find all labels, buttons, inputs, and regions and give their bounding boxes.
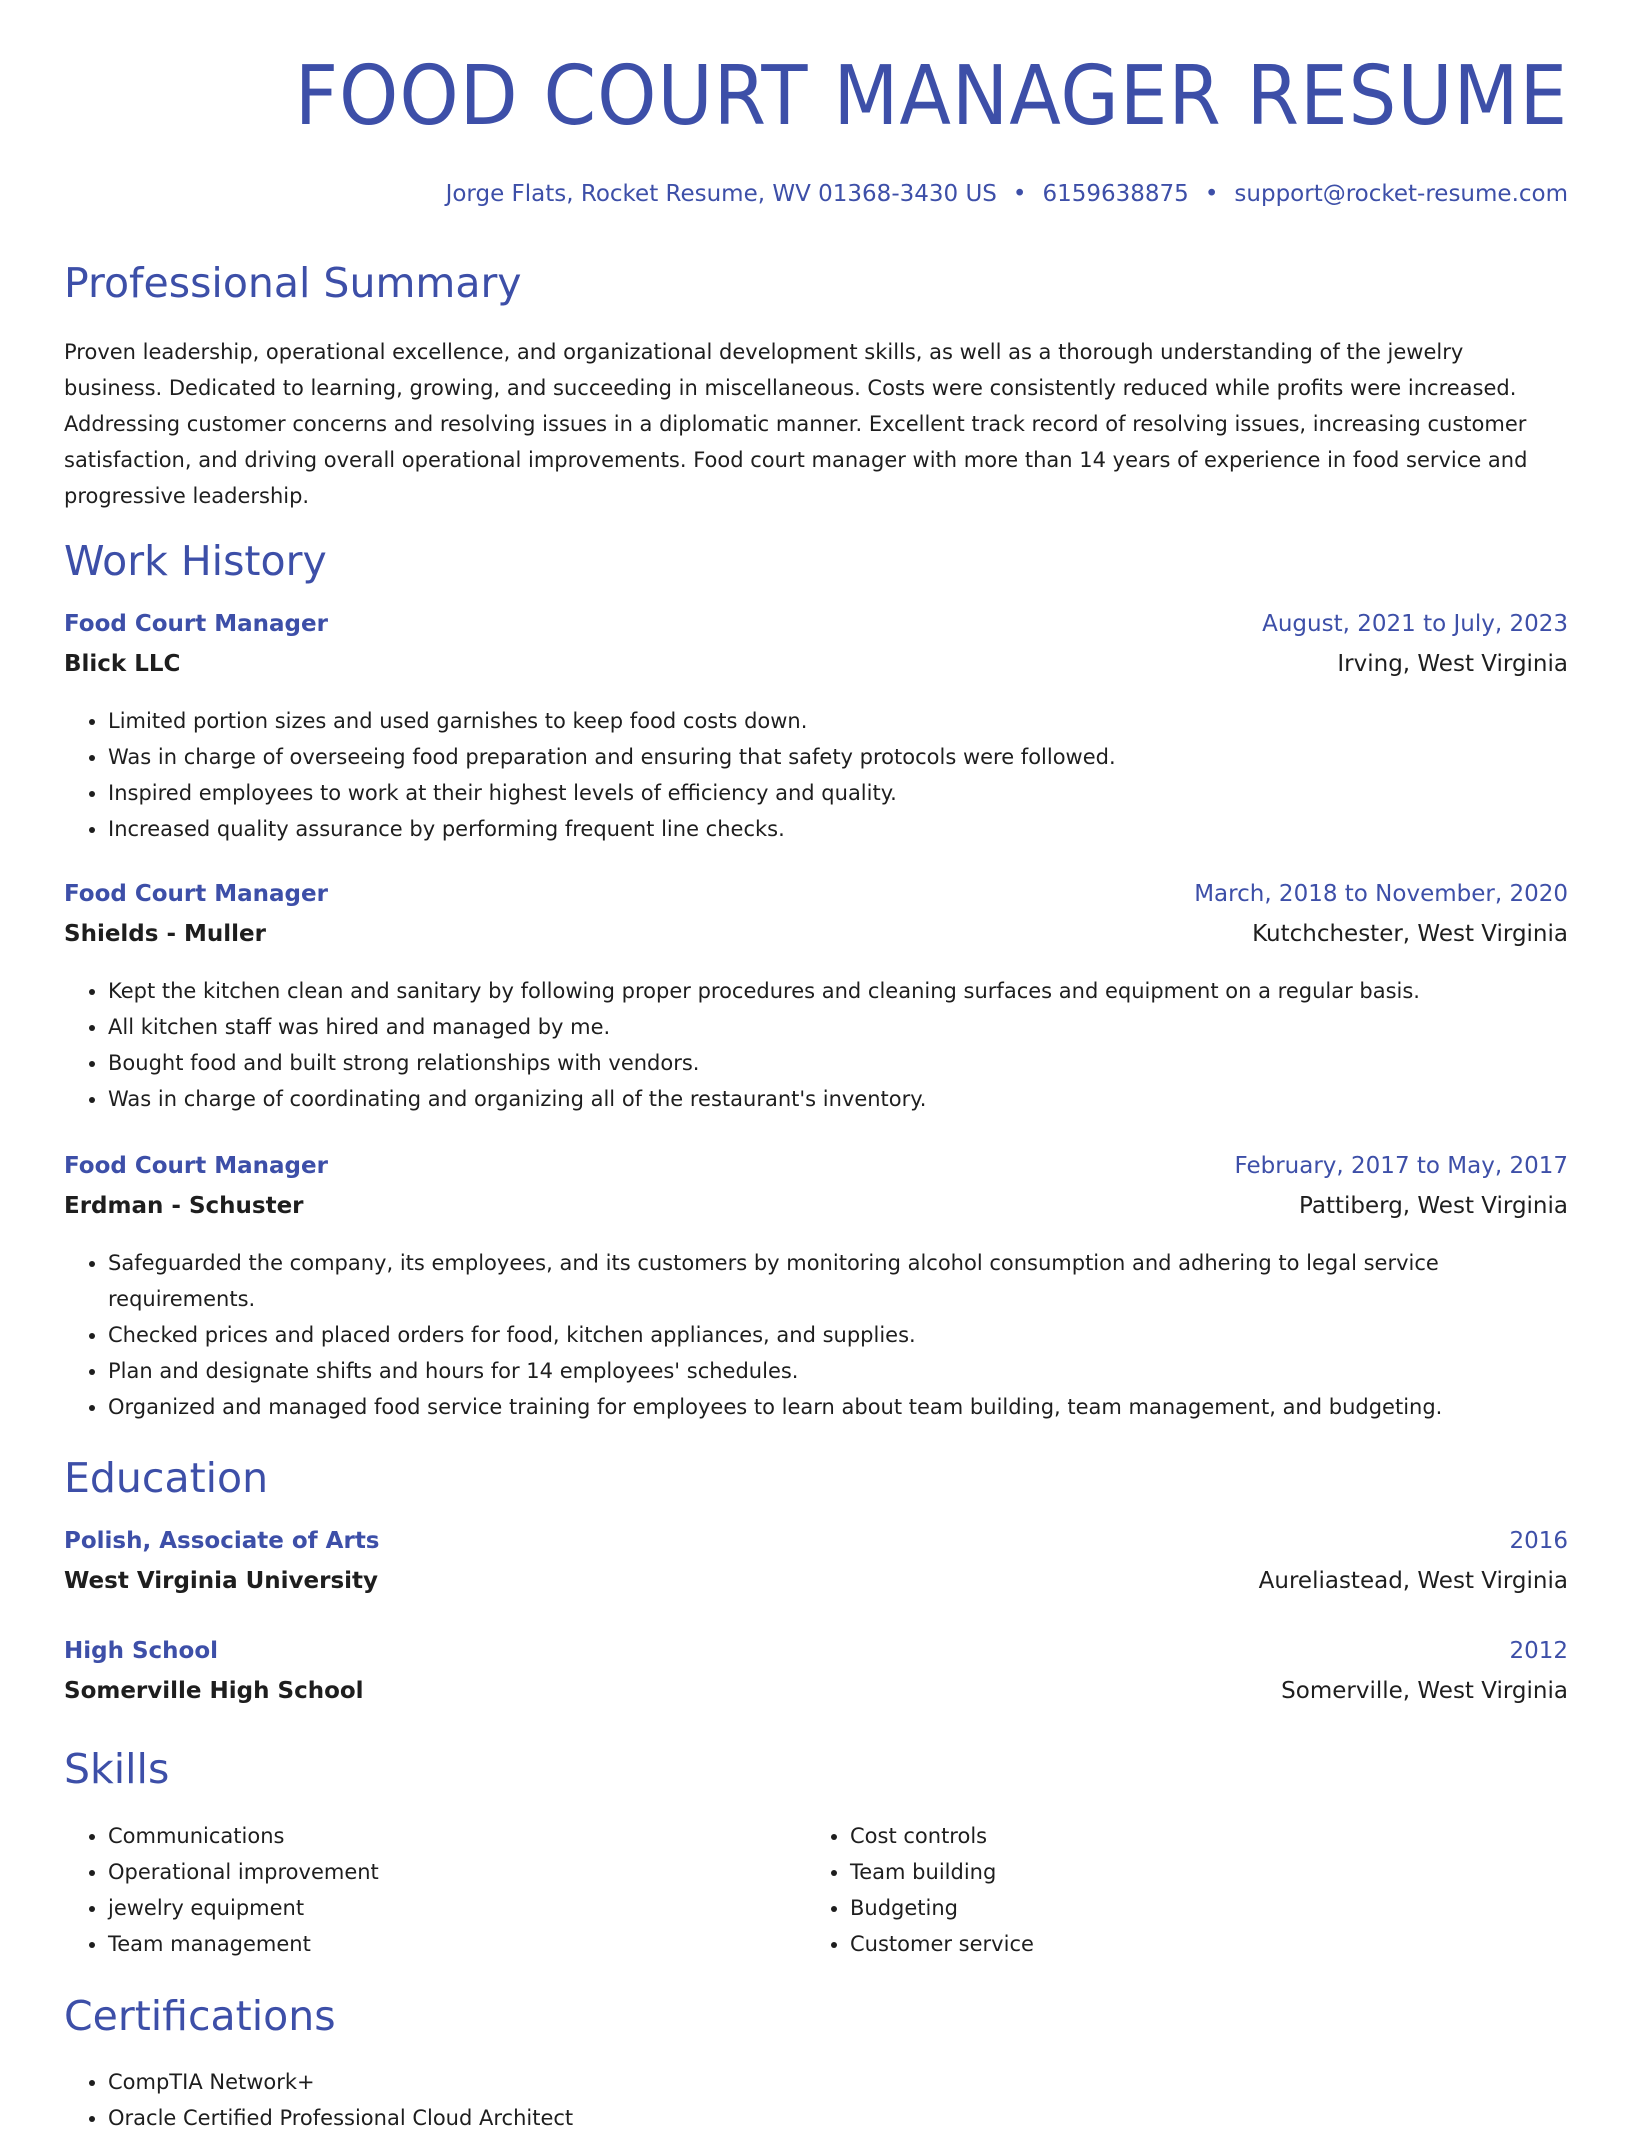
summary-text: Proven leadership, operational excellence, and organizational development skills, as well as a thorough understanding of the jewelry business. Dedicated to learning, growing, and succeeding in miscellaneous. Costs were consistently reduced while profits were increased. Addressing customer concerns and resolving issues in a diplomatic manner. Excellent track record of resolving issues, increasing customer satisfaction, and driving overall operational improvements. Food court manager with more than 14 years of experience in food service and progressive leadership. xyxy=(64,340,1528,508)
contact-address: Jorge Flats, Rocket Resume, WV 01368-3430 US xyxy=(445,181,997,207)
education-year: 2016 xyxy=(1509,1528,1568,1554)
skill-item: • Communications xyxy=(108,1818,379,1854)
job-duty: • Was in charge of overseeing food preparation and ensuring that safety protocols were followed. xyxy=(108,739,1568,775)
contact-email: support@rocket-resume.com xyxy=(1234,181,1568,207)
job-duty: • Kept the kitchen clean and sanitary by following proper procedures and cleaning surfaces and equipment on a regular basis. xyxy=(108,973,1568,1009)
contact-phone: 6159638875 xyxy=(1042,181,1189,207)
job-dates: March, 2018 to November, 2020 xyxy=(1194,881,1568,907)
job-duties xyxy=(64,973,1568,1117)
job-dates: February, 2017 to May, 2017 xyxy=(1234,1153,1568,1179)
education-heading: Education xyxy=(64,1454,269,1502)
job-duty: • Limited portion sizes and used garnishes to keep food costs down. xyxy=(108,703,1568,739)
certifications-list xyxy=(64,2064,1568,2136)
job-duties xyxy=(64,1245,1528,1425)
certification-item: • Oracle Certified Professional Cloud Architect xyxy=(108,2100,1568,2136)
job-company: Erdman - Schuster xyxy=(64,1193,304,1219)
education-school: West Virginia University xyxy=(64,1568,379,1594)
job-duty: • Checked prices and placed orders for food, kitchen appliances, and supplies. xyxy=(108,1317,1528,1353)
certifications-items xyxy=(64,2064,1568,2136)
contact-line xyxy=(446,181,1568,207)
job-entry xyxy=(64,881,1568,1117)
education-location: Somerville, West Virginia xyxy=(1281,1678,1568,1704)
skill-item: • Team management xyxy=(108,1926,379,1962)
job-location: Irving, West Virginia xyxy=(1337,651,1568,677)
job-company: Shields - Muller xyxy=(64,921,266,947)
certifications-heading: Certifications xyxy=(64,1992,336,2040)
skill-item: • Cost controls xyxy=(850,1818,1034,1854)
skill-item: • Customer service xyxy=(850,1926,1034,1962)
skills-heading: Skills xyxy=(64,1745,170,1793)
skill-item: • Operational improvement xyxy=(108,1854,379,1890)
certification-item: • CompTIA Network+ xyxy=(108,2064,1568,2100)
education-location: Aureliastead, West Virginia xyxy=(1258,1568,1568,1594)
skill-item: • Budgeting xyxy=(850,1890,1034,1926)
job-company: Blick LLC xyxy=(64,651,181,677)
skills-column-right xyxy=(806,1818,1034,1962)
skills-column-left xyxy=(64,1818,379,1962)
skill-item: • jewelry equipment xyxy=(108,1890,379,1926)
job-title: Food Court Manager xyxy=(64,881,328,907)
job-title: Food Court Manager xyxy=(64,1153,328,1179)
job-dates: August, 2021 to July, 2023 xyxy=(1262,611,1568,637)
job-entry xyxy=(64,611,1568,847)
contact-separator: • xyxy=(1012,181,1027,207)
job-duty: • Safeguarded the company, its employees, and its customers by monitoring alcohol consumption and adhering to legal service requirements. xyxy=(108,1245,1528,1317)
job-duty: • Was in charge of coordinating and organizing all of the restaurant's inventory. xyxy=(108,1081,1568,1117)
education-degree: Polish, Associate of Arts xyxy=(64,1528,380,1554)
job-location: Pattiberg, West Virginia xyxy=(1299,1193,1568,1219)
job-duty: • Organized and managed food service training for employees to learn about team building, team management, and budgeting. xyxy=(108,1389,1528,1425)
summary-heading: Professional Summary xyxy=(64,259,522,307)
job-duty: • Bought food and built strong relationships with vendors. xyxy=(108,1045,1568,1081)
job-duties xyxy=(64,703,1568,847)
resume-title: FOOD COURT MANAGER RESUME xyxy=(294,49,1568,144)
contact-separator: • xyxy=(1204,181,1219,207)
education-entry xyxy=(64,1638,1568,1718)
skill-item: • Team building xyxy=(850,1854,1034,1890)
job-duty: • Plan and designate shifts and hours for 14 employees' schedules. xyxy=(108,1353,1528,1389)
job-duty: • All kitchen staff was hired and managed by me. xyxy=(108,1009,1568,1045)
job-duty: • Inspired employees to work at their highest levels of efficiency and quality. xyxy=(108,775,1568,811)
education-degree: High School xyxy=(64,1638,219,1664)
education-school: Somerville High School xyxy=(64,1678,364,1704)
work-history-heading: Work History xyxy=(64,537,327,585)
job-entry xyxy=(64,1153,1568,1425)
education-year: 2012 xyxy=(1509,1638,1568,1664)
job-title: Food Court Manager xyxy=(64,611,328,637)
job-location: Kutchchester, West Virginia xyxy=(1252,921,1568,947)
education-entry xyxy=(64,1528,1568,1608)
job-duty: • Increased quality assurance by performing frequent line checks. xyxy=(108,811,1568,847)
